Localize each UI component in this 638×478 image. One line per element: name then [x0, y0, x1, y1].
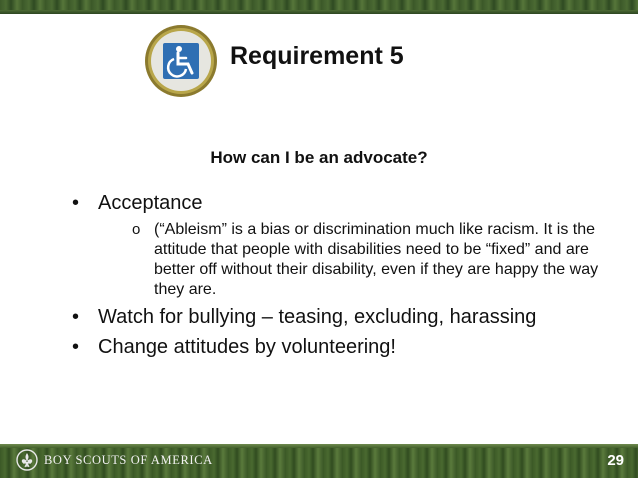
sub-bullet-item — [98, 220, 632, 300]
bullet-item — [72, 304, 632, 330]
footer-logo — [16, 449, 213, 471]
slide-subtitle: How can I be an advocate? — [210, 148, 428, 167]
wheelchair-icon — [144, 24, 218, 98]
slide-title: Requirement 5 — [230, 42, 404, 70]
bullet-item — [72, 334, 632, 360]
footer-org-name: BOY SCOUTS OF AMERICA — [44, 452, 213, 467]
bullet-item — [72, 190, 632, 300]
bullet-text: Watch for bullying – teasing, excluding, harassing — [98, 306, 537, 328]
sub-bullet-text: (“Ableism” is a bias or discrimination much like racism. It is the attitude that people with disabilities need to be “fixed” and are better off without their disability, even if they are happy the way they are. — [154, 221, 599, 298]
footer-band — [0, 444, 638, 478]
page-number: 29 — [607, 452, 624, 469]
bullet-text: Acceptance — [98, 192, 203, 214]
bullet-list — [72, 190, 632, 360]
bullet-text: Change attitudes by volunteering! — [98, 336, 396, 358]
top-grass-band — [0, 0, 638, 14]
sub-bullet-marker: o — [132, 221, 141, 238]
fleur-de-lis-icon — [16, 449, 38, 471]
